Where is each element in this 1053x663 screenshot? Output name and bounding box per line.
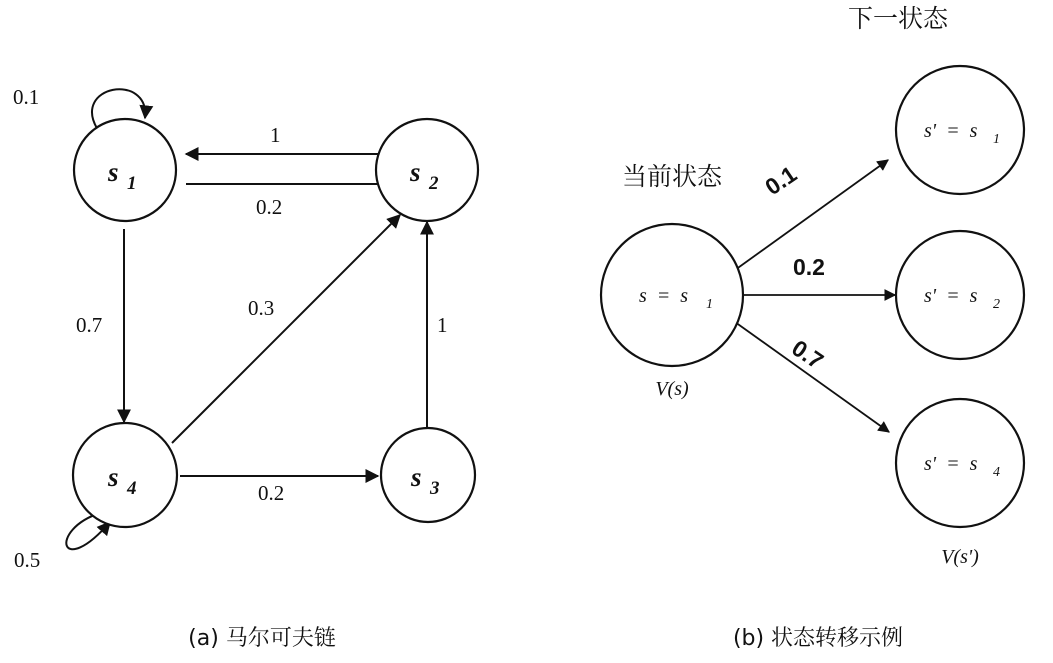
edge-weight-s4-s4: 0.5 <box>14 548 41 572</box>
node-current-state-label: s = s <box>639 285 689 307</box>
next-state-title: 下一状态 <box>847 4 949 33</box>
node-next-state-3-sublabel: 4 <box>993 465 1000 480</box>
edge-s4-s2 <box>172 215 400 443</box>
edge-weight-s4-s3: 0.2 <box>258 481 285 505</box>
node-s1-label: s <box>108 157 119 187</box>
node-s2-label: s <box>410 157 421 187</box>
node-next-state-1-sublabel: 1 <box>993 132 1000 147</box>
transition-arrow-3 <box>735 322 889 432</box>
node-next-state-3-label: s' = s <box>924 453 978 475</box>
transition-weight-1: 0.1 <box>760 160 802 201</box>
current-state-title: 当前状态 <box>621 162 723 191</box>
edge-weight-s1-s1: 0.1 <box>13 85 40 109</box>
node-next-state-2-label: s' = s <box>924 285 978 307</box>
node-s3-label: s <box>411 462 422 492</box>
node-s4[interactable] <box>73 423 177 527</box>
current-value-label: V(s) <box>655 378 689 400</box>
edge-weight-s2-s1: 1 <box>270 123 281 147</box>
edge-weight-s3-s2: 1 <box>437 313 448 337</box>
node-s1-sublabel: 1 <box>127 173 137 194</box>
node-next-state-1-label: s' = s <box>924 120 978 142</box>
edge-weight-s4-s2: 0.3 <box>248 296 275 320</box>
transition-weight-2: 0.2 <box>793 254 825 280</box>
node-s2[interactable] <box>376 119 478 221</box>
node-s3[interactable] <box>381 428 475 522</box>
edge-weight-s1-s4: 0.7 <box>76 313 103 337</box>
transition-weight-3: 0.7 <box>787 334 829 375</box>
node-current-state-sublabel: 1 <box>706 297 713 312</box>
node-s4-sublabel: 4 <box>127 478 137 499</box>
node-s2-sublabel: 2 <box>429 173 439 194</box>
caption-panel-b: (b) 状态转移示例 <box>732 626 904 651</box>
node-s4-label: s <box>108 462 119 492</box>
node-s1[interactable] <box>74 119 176 221</box>
caption-panel-a: (a) 马尔可夫链 <box>188 626 336 651</box>
node-s3-sublabel: 3 <box>430 478 440 499</box>
edge-weight-s1-s2: 0.2 <box>256 195 283 219</box>
node-next-state-2-sublabel: 2 <box>993 297 1000 312</box>
next-value-label: V(s') <box>941 546 979 568</box>
